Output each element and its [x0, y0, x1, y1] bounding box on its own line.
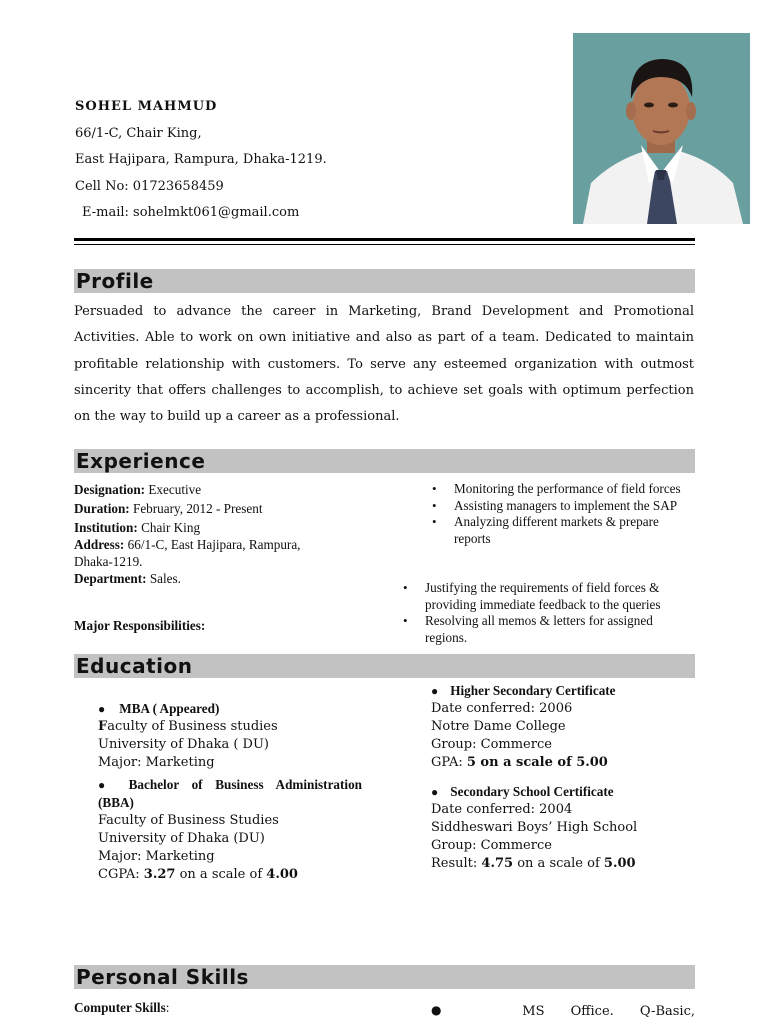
- list-item: • Assisting managers to implement the SAP: [454, 498, 682, 515]
- computer-skills-item: [431, 1003, 695, 1023]
- institution-row: [74, 519, 364, 536]
- list-item: • Analyzing different markets & prepare reports: [454, 514, 682, 547]
- bba-cgpa-value: 3.27: [143, 867, 176, 882]
- address-line-1: 66/1-C, Chair King,: [75, 126, 202, 141]
- bba-major: Major: Marketing: [98, 849, 215, 864]
- bba-faculty: Faculty of Business Studies: [98, 813, 279, 828]
- bba-cgpa-scale: 4.00: [266, 867, 298, 882]
- hsc-gpa-value: 5 on a scale of 5.00: [466, 755, 608, 770]
- hsc-heading: [431, 682, 695, 700]
- bullet-icon: ●: [431, 1003, 442, 1017]
- header-rule-thin: [74, 244, 695, 245]
- list-item: • Resolving all memos & letters for assigned regions.: [425, 613, 689, 646]
- profile-photo: [573, 33, 750, 224]
- hsc-gpa-prefix: GPA:: [431, 755, 467, 770]
- bullet-icon: ●: [98, 778, 115, 792]
- list-item: • Justifying the requirements of field forces & providing immediate feedback to the queries: [425, 580, 689, 613]
- computer-skills-text: MS Office. Q-Basic,: [522, 1004, 695, 1019]
- mba-faculty-rest: aculty of Business studies: [107, 719, 278, 734]
- duration-row: [74, 500, 364, 517]
- duration-value: February, 2012 - Present: [129, 501, 263, 516]
- ssc-result-prefix: Result:: [431, 856, 482, 871]
- ssc-heading-text: Secondary School Certificate: [450, 784, 614, 799]
- designation-label: Designation:: [74, 482, 146, 497]
- mba-major: Major: Marketing: [98, 755, 215, 770]
- hsc-college: Notre Dame College: [431, 719, 566, 734]
- list-item: • Monitoring the performance of field forces: [454, 481, 682, 498]
- profile-text: Persuaded to advance the career in Marketing, Brand Development and Promotional Activities. Able to work on own initiative and also as part of a team. Dedicated to maintain profitable relationship with customers. To serve any esteemed organization with outmost sincerity that offers challenges to accomplish, to achieve set goals with optimum perfection on the way to build up a career as a professional.: [74, 304, 694, 425]
- institution-value: Chair King: [137, 520, 201, 535]
- department-label: Department:: [74, 571, 147, 586]
- profile-heading: Profile: [76, 269, 154, 293]
- address-row: [74, 536, 336, 570]
- email-address: E-mail: sohelmkt061@gmail.com: [82, 205, 300, 220]
- ssc-group: Group: Commerce: [431, 838, 552, 853]
- ssc-result-scale: 5.00: [603, 856, 636, 871]
- bba-cgpa-prefix: CGPA:: [98, 867, 144, 882]
- address-line-2: East Hajipara, Rampura, Dhaka-1219.: [75, 152, 327, 167]
- department-value: Sales.: [146, 571, 181, 586]
- ssc-result: [431, 855, 695, 873]
- education-bba: [98, 776, 362, 884]
- experience-heading: Experience: [76, 449, 206, 473]
- mba-university: University of Dhaka ( DU): [98, 737, 269, 752]
- responsibilities-list-outer: [425, 580, 689, 646]
- portrait-image: [573, 33, 750, 224]
- education-heading: Education: [76, 654, 193, 678]
- cell-number: Cell No: 01723658459: [75, 179, 224, 194]
- education-ssc: [431, 783, 695, 873]
- hsc-date: Date conferred: 2006: [431, 701, 573, 716]
- responsibilities-list-inner: [454, 481, 682, 547]
- computer-skills-label: [74, 999, 169, 1016]
- address-label: Address:: [74, 537, 125, 552]
- mba-heading-text: MBA ( Appeared): [119, 701, 220, 716]
- bba-heading-text: Bachelor of Business Administration (BBA): [98, 777, 363, 810]
- experience-details: [74, 481, 364, 587]
- bullet-icon: ●: [98, 702, 106, 716]
- bullet-icon: ●: [431, 684, 439, 698]
- bba-cgpa-mid: on a scale of: [175, 867, 267, 882]
- computer-skills-label-text: Computer Skills: [74, 1000, 166, 1015]
- address-value: 66/1-C, East Hajipara, Rampura, Dhaka-1219.: [74, 537, 301, 569]
- education-mba: [98, 700, 368, 772]
- skills-heading: Personal Skills: [76, 965, 249, 989]
- education-hsc: [431, 682, 695, 772]
- bullet-icon: ●: [431, 785, 439, 799]
- mba-faculty: [98, 718, 368, 736]
- header-rule-thick: [74, 238, 695, 241]
- hsc-heading-text: Higher Secondary Certificate: [450, 683, 616, 698]
- ssc-date: Date conferred: 2004: [431, 802, 573, 817]
- bba-heading: [98, 776, 362, 812]
- hsc-gpa: [431, 754, 695, 772]
- profile-section-bar: [74, 269, 695, 293]
- computer-skills-colon: :: [165, 1000, 170, 1015]
- duration-label: Duration:: [74, 501, 130, 516]
- ssc-result-value: 4.75: [481, 856, 514, 871]
- mba-faculty-initial: F: [98, 719, 108, 734]
- applicant-name: SOHEL MAHMUD: [75, 99, 218, 114]
- hsc-group: Group: Commerce: [431, 737, 552, 752]
- mba-heading: [98, 700, 368, 718]
- designation-value: Executive: [145, 482, 202, 497]
- ssc-result-mid: on a scale of: [513, 856, 604, 871]
- institution-label: Institution:: [74, 520, 138, 535]
- bba-cgpa: [98, 866, 362, 884]
- ssc-heading: [431, 783, 695, 801]
- ssc-school: Siddheswari Boys’ High School: [431, 820, 638, 835]
- department-row: [74, 570, 364, 587]
- responsibilities-label: Major Responsibilities:: [74, 618, 206, 633]
- bba-university: University of Dhaka (DU): [98, 831, 265, 846]
- designation-row: [74, 481, 364, 498]
